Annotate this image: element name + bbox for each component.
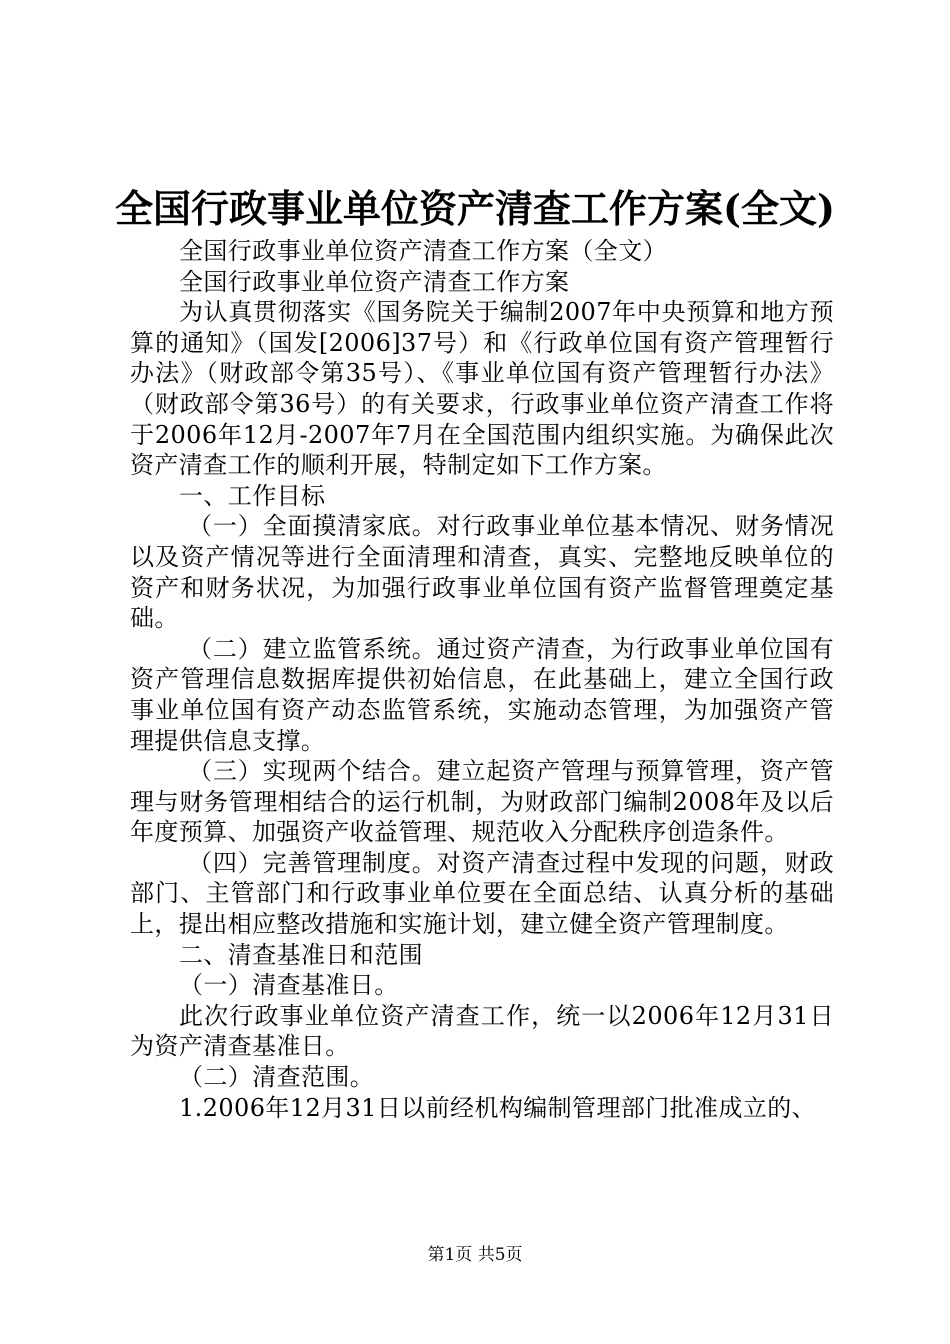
page-title: 全国行政事业单位资产清查工作方案(全文) <box>115 186 835 231</box>
page-footer: 第1页 共5页 <box>427 1245 523 1265</box>
subheading-scope: （二）清查范围。 <box>179 1063 375 1092</box>
section-heading-scope: 二、清查基准日和范围 <box>179 940 423 969</box>
section-heading-goals: 一、工作目标 <box>179 481 326 510</box>
paragraph-goal-2: （二）建立监管系统。通过资产清查，为行政事业单位国有资产管理信息数据库提供初始信息，在此基础上，建立全国行政事业单位国有资产动态监管系统，实施动态管理，为加强资产管理提供信息支撑。 <box>130 634 834 755</box>
paragraph-goal-3: （三）实现两个结合。建立起资产管理与预算管理，资产管理与财务管理相结合的运行机制，为财政部门编制2008年及以后年度预算、加强资产收益管理、规范收入分配秩序创造条件。 <box>130 757 834 847</box>
paragraph-heading: 全国行政事业单位资产清查工作方案 <box>179 267 570 296</box>
paragraph-base-date: 此次行政事业单位资产清查工作，统一以2006年12月31日为资产清查基准日。 <box>130 1001 834 1061</box>
paragraph-scope-1: 1.2006年12月31日以前经机构编制管理部门批准成立的、 <box>179 1093 817 1122</box>
paragraph-goal-4: （四）完善管理制度。对资产清查过程中发现的问题，财政部门、主管部门和行政事业单位要在全面总结、认真分析的基础上，提出相应整改措施和实施计划，建立健全资产管理制度。 <box>130 848 834 939</box>
paragraph-intro: 为认真贯彻落实《国务院关于编制2007年中央预算和地方预算的通知》（国发[2006]37号）和《行政单位国有资产管理暂行办法》（财政部令第35号）、《事业单位国有资产管理暂行办法》（财政部令第36号）的有关要求，行政事业单位资产清查工作将于2006年12月-2007年7月在全国范围内组织实施。为确保此次资产清查工作的顺利开展，特制定如下工作方案。 <box>130 298 834 480</box>
subheading-base-date: （一）清查基准日。 <box>179 971 399 1000</box>
paragraph-goal-1: （一）全面摸清家底。对行政事业单位基本情况、财务情况以及资产情况等进行全面清理和清查，真实、完整地反映单位的资产和财务状况，为加强行政事业单位国有资产监督管理奠定基础。 <box>130 512 834 633</box>
paragraph-subtitle: 全国行政事业单位资产清查工作方案（全文） <box>179 237 667 265</box>
document-body <box>130 236 834 1123</box>
